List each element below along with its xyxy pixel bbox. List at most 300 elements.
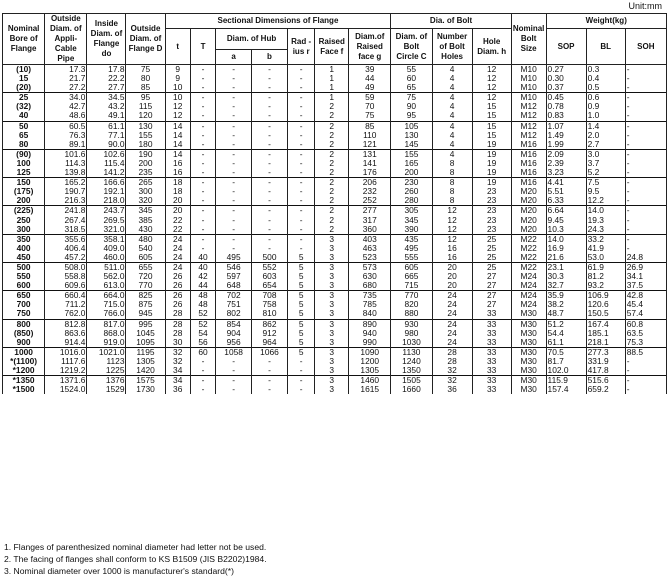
table-cell: 1376	[87, 376, 126, 386]
table-cell: M20	[511, 187, 546, 196]
table-cell: M20	[511, 206, 546, 216]
table-cell: 14.0	[546, 234, 586, 244]
header-nominal-bolt-size: Nominal Bolt Size	[511, 14, 546, 65]
table-cell: 0.3	[586, 65, 625, 75]
table-row	[3, 319, 667, 329]
table-cell: 1	[315, 93, 349, 103]
table-cell: 919.0	[87, 338, 126, 348]
table-cell: 33	[472, 385, 511, 394]
table-cell: 176	[349, 168, 391, 178]
table-cell: 28	[165, 329, 190, 338]
table-cell: 546	[216, 262, 252, 272]
table-cell: 862	[252, 319, 288, 329]
table-row	[3, 234, 667, 244]
table-cell: -	[252, 366, 288, 376]
table-cell: 12	[432, 234, 472, 244]
table-cell: -	[287, 140, 314, 150]
table-cell: -	[252, 149, 288, 159]
table-cell: 22.2	[87, 74, 126, 83]
table-cell: 24.8	[625, 253, 666, 263]
table-cell: 800	[3, 319, 45, 329]
table-cell: M22	[511, 244, 546, 253]
table-cell: 36	[432, 385, 472, 394]
table-cell: 1095	[126, 338, 165, 348]
table-cell: 460.0	[87, 253, 126, 263]
table-cell: 355.6	[45, 234, 87, 244]
table-cell: -	[287, 196, 314, 206]
table-cell: -	[216, 121, 252, 131]
table-cell: 120	[126, 111, 165, 121]
table-cell: 33	[472, 309, 511, 319]
table-cell: 463	[349, 244, 391, 253]
table-cell: 0.78	[546, 102, 586, 111]
table-cell: -	[190, 366, 215, 376]
table-cell: 48	[190, 291, 215, 301]
table-cell: 34.0	[45, 93, 87, 103]
table-cell: 90.0	[87, 140, 126, 150]
table-cell: 435	[391, 234, 432, 244]
table-cell: 450	[3, 253, 45, 263]
table-cell: 40	[190, 262, 215, 272]
table-cell: 817.0	[87, 319, 126, 329]
table-cell: 4	[432, 131, 472, 140]
table-row	[3, 244, 667, 253]
table-cell: 345	[391, 216, 432, 225]
table-cell: -	[190, 244, 215, 253]
table-cell: 192.1	[87, 187, 126, 196]
table-cell: -	[625, 206, 666, 216]
table-cell: 65	[3, 131, 45, 140]
table-cell: 3	[315, 329, 349, 338]
table-cell: -	[625, 102, 666, 111]
table-cell: 708	[252, 291, 288, 301]
header-b: b	[252, 49, 288, 65]
table-cell: M24	[511, 291, 546, 301]
table-cell: -	[625, 83, 666, 93]
table-cell: 54.4	[546, 329, 586, 338]
table-cell: 3	[315, 262, 349, 272]
table-cell: 85	[349, 121, 391, 131]
table-cell: 2	[315, 206, 349, 216]
table-cell: 121	[349, 140, 391, 150]
header-sectional-dimensions: Sectional Dimensions of Flange	[165, 14, 391, 29]
table-cell: -	[625, 225, 666, 235]
table-cell: 495	[216, 253, 252, 263]
table-cell: 70	[349, 102, 391, 111]
table-cell: 331.9	[586, 357, 625, 366]
table-cell: -	[252, 225, 288, 235]
table-cell: 562.0	[87, 272, 126, 281]
table-cell: 80	[3, 140, 45, 150]
table-cell: 55	[391, 65, 432, 75]
table-cell: -	[252, 187, 288, 196]
table-cell: 654	[252, 281, 288, 291]
table-cell: M16	[511, 149, 546, 159]
table-cell: 260	[391, 187, 432, 196]
table-cell: 23	[472, 206, 511, 216]
table-cell: 605	[126, 253, 165, 263]
table-row	[3, 93, 667, 103]
table-cell: 218.1	[586, 338, 625, 348]
table-cell: 167.4	[586, 319, 625, 329]
table-cell: 49	[349, 83, 391, 93]
table-cell: M12	[511, 131, 546, 140]
table-cell: 24	[432, 329, 472, 338]
header-raised-face-diam: Diam.of Raised face g	[349, 29, 391, 65]
table-cell: 250	[3, 216, 45, 225]
header-bl: BL	[586, 29, 625, 65]
table-cell: -	[216, 357, 252, 366]
table-cell: 7.5	[586, 178, 625, 188]
table-row	[3, 216, 667, 225]
table-cell: 60	[391, 74, 432, 83]
table-cell: 51.2	[546, 319, 586, 329]
table-cell: -	[190, 187, 215, 196]
table-cell: 200	[391, 168, 432, 178]
table-cell: 8	[432, 159, 472, 168]
table-cell: 33	[472, 357, 511, 366]
table-cell: 3	[315, 338, 349, 348]
table-cell: 25	[472, 253, 511, 263]
table-cell: 552	[252, 262, 288, 272]
table-cell: 1000	[3, 347, 45, 357]
table-cell: 1	[315, 83, 349, 93]
table-cell: 1305	[126, 357, 165, 366]
table-cell: 130	[391, 131, 432, 140]
table-cell: 665	[391, 272, 432, 281]
table-cell: 321.0	[87, 225, 126, 235]
table-cell: 430	[126, 225, 165, 235]
table-cell: 277.3	[586, 347, 625, 357]
table-cell: 1045	[126, 329, 165, 338]
table-cell: 110	[349, 131, 391, 140]
table-cell: 42.8	[625, 291, 666, 301]
table-cell: 20	[432, 272, 472, 281]
table-cell: -	[287, 111, 314, 121]
table-cell: 106.9	[586, 291, 625, 301]
table-cell: 80	[126, 74, 165, 83]
table-cell: 23	[472, 216, 511, 225]
table-cell: 14.0	[586, 206, 625, 216]
table-cell: 12	[472, 93, 511, 103]
table-cell: -	[190, 159, 215, 168]
table-cell: -	[216, 187, 252, 196]
table-cell: 19	[472, 149, 511, 159]
table-cell: 21.6	[546, 253, 586, 263]
table-cell: 23	[472, 225, 511, 235]
table-cell: 1030	[391, 338, 432, 348]
table-cell: 785	[349, 300, 391, 309]
table-cell: 3.7	[586, 159, 625, 168]
table-cell: 2	[315, 168, 349, 178]
table-cell: 12	[165, 111, 190, 121]
header-diam-of-hub: Diam. of Hub	[216, 29, 288, 50]
table-cell: 27	[472, 291, 511, 301]
table-cell: 345	[126, 206, 165, 216]
table-cell: 8	[432, 168, 472, 178]
table-cell: 1123	[87, 357, 126, 366]
table-cell: 12	[472, 83, 511, 93]
table-cell: 403	[349, 234, 391, 244]
table-cell: 914.4	[45, 338, 87, 348]
table-cell: 33.2	[586, 234, 625, 244]
table-cell: 57.4	[625, 309, 666, 319]
table-cell: 15	[472, 111, 511, 121]
table-cell: -	[252, 385, 288, 394]
table-cell: -	[190, 196, 215, 206]
table-cell: -	[252, 111, 288, 121]
table-cell: 3	[315, 385, 349, 394]
table-cell: 24	[165, 253, 190, 263]
table-cell: 350	[3, 234, 45, 244]
table-cell: -	[190, 168, 215, 178]
table-cell: 95	[391, 111, 432, 121]
table-cell: 3	[315, 281, 349, 291]
table-cell: 166.6	[87, 178, 126, 188]
table-cell: 457.2	[45, 253, 87, 263]
table-cell: 25	[472, 262, 511, 272]
footnotes	[4, 541, 267, 577]
table-cell: 10.3	[546, 225, 586, 235]
table-cell: 243.7	[87, 206, 126, 216]
table-cell: 515.6	[586, 376, 625, 386]
table-cell: 141.2	[87, 168, 126, 178]
table-cell: -	[216, 140, 252, 150]
table-cell: 34.1	[625, 272, 666, 281]
table-cell: 93.2	[586, 281, 625, 291]
header-soh: SOH	[625, 29, 666, 65]
table-cell: 715	[391, 281, 432, 291]
table-cell: 12	[165, 102, 190, 111]
table-cell: -	[252, 196, 288, 206]
table-cell: 33	[472, 338, 511, 348]
table-cell: 49.1	[87, 111, 126, 121]
table-cell: 4	[432, 65, 472, 75]
table-cell: 1200	[349, 357, 391, 366]
table-cell: -	[287, 376, 314, 386]
table-cell: -	[625, 244, 666, 253]
table-cell: 12.2	[586, 196, 625, 206]
table-cell: M16	[511, 140, 546, 150]
table-cell: 318.5	[45, 225, 87, 235]
table-cell: 650	[3, 291, 45, 301]
table-cell: 81.7	[546, 357, 586, 366]
table-cell: 613.0	[87, 281, 126, 291]
table-cell: 8	[432, 196, 472, 206]
table-cell: 32	[432, 366, 472, 376]
table-cell: 27	[472, 272, 511, 281]
table-cell: 2	[315, 121, 349, 131]
table-cell: 758	[252, 300, 288, 309]
table-cell: -	[252, 234, 288, 244]
table-cell: 664.0	[87, 291, 126, 301]
table-cell: 89.1	[45, 140, 87, 150]
table-cell: 81.2	[586, 272, 625, 281]
table-cell: -	[625, 168, 666, 178]
table-row	[3, 196, 667, 206]
table-cell: 0.6	[586, 93, 625, 103]
table-cell: 23	[472, 187, 511, 196]
table-cell: 100	[3, 159, 45, 168]
table-cell: 33	[472, 347, 511, 357]
table-cell: -	[252, 159, 288, 168]
table-cell: 1524.0	[45, 385, 87, 394]
table-cell: 1	[315, 74, 349, 83]
table-cell: 812.8	[45, 319, 87, 329]
table-cell: 24	[432, 338, 472, 348]
table-cell: 320	[126, 196, 165, 206]
table-cell: 4	[432, 74, 472, 83]
table-row	[3, 347, 667, 357]
table-cell: M20	[511, 225, 546, 235]
table-cell: 5	[287, 262, 314, 272]
table-cell: 24	[165, 244, 190, 253]
table-cell: 868.0	[87, 329, 126, 338]
table-cell: 59	[349, 93, 391, 103]
table-cell: 48.6	[45, 111, 87, 121]
table-cell: 3	[315, 291, 349, 301]
table-cell: 25	[3, 93, 45, 103]
table-cell: -	[625, 196, 666, 206]
table-cell: 120.6	[586, 300, 625, 309]
table-cell: 508.0	[45, 262, 87, 272]
table-cell: 2	[315, 131, 349, 140]
table-cell: -	[190, 178, 215, 188]
table-cell: 648	[216, 281, 252, 291]
table-cell: (90)	[3, 149, 45, 159]
table-cell: -	[625, 93, 666, 103]
table-cell: -	[216, 366, 252, 376]
table-cell: 41.9	[586, 244, 625, 253]
table-cell: -	[216, 216, 252, 225]
table-row	[3, 187, 667, 196]
table-cell: -	[190, 385, 215, 394]
table-cell: 24.3	[586, 225, 625, 235]
table-cell: 24	[165, 262, 190, 272]
table-cell: 751	[216, 300, 252, 309]
table-cell: -	[287, 385, 314, 394]
table-cell: 85	[126, 83, 165, 93]
table-row	[3, 178, 667, 188]
header-bolt-circle: Diam. of Bolt Circle C	[391, 29, 432, 65]
table-cell: 3	[315, 366, 349, 376]
flange-table-body	[3, 65, 667, 395]
table-cell: 12	[472, 65, 511, 75]
table-cell: M10	[511, 93, 546, 103]
table-cell: 190.7	[45, 187, 87, 196]
table-cell: 1371.6	[45, 376, 87, 386]
table-cell: 6.64	[546, 206, 586, 216]
table-cell: -	[216, 159, 252, 168]
table-cell: 2	[315, 216, 349, 225]
table-cell: 155	[126, 131, 165, 140]
table-cell: 16.9	[546, 244, 586, 253]
table-cell: 4	[432, 149, 472, 159]
table-cell: 2	[315, 140, 349, 150]
table-row	[3, 291, 667, 301]
table-cell: 26	[165, 281, 190, 291]
table-cell: 277	[349, 206, 391, 216]
table-cell: 400	[3, 244, 45, 253]
table-cell: 863.6	[45, 329, 87, 338]
table-cell: 1420	[126, 366, 165, 376]
table-cell: 1575	[126, 376, 165, 386]
table-cell: -	[625, 159, 666, 168]
table-row	[3, 121, 667, 131]
table-cell: 19	[472, 159, 511, 168]
table-cell: 27.7	[87, 83, 126, 93]
table-cell: -	[625, 140, 666, 150]
table-cell: 900	[3, 338, 45, 348]
table-cell: M30	[511, 319, 546, 329]
table-cell: -	[625, 178, 666, 188]
table-cell: 15	[472, 131, 511, 140]
table-cell: 45.4	[625, 300, 666, 309]
table-cell: 20	[165, 196, 190, 206]
table-cell: 12	[432, 216, 472, 225]
table-cell: 61.9	[586, 262, 625, 272]
table-cell: 33	[472, 319, 511, 329]
table-cell: 36	[165, 385, 190, 394]
table-cell: -	[287, 159, 314, 168]
table-cell: 33	[472, 376, 511, 386]
table-cell: 802	[216, 309, 252, 319]
table-cell: 2	[315, 111, 349, 121]
table-row	[3, 338, 667, 348]
table-cell: M16	[511, 178, 546, 188]
table-cell: -	[287, 149, 314, 159]
table-row	[3, 366, 667, 376]
table-cell: 630	[349, 272, 391, 281]
header-radius: Rad -ius r	[287, 29, 314, 65]
table-cell: 1240	[391, 357, 432, 366]
table-cell: M20	[511, 216, 546, 225]
table-row	[3, 281, 667, 291]
table-cell: 114.3	[45, 159, 87, 168]
table-cell: 1529	[87, 385, 126, 394]
table-cell: -	[216, 244, 252, 253]
table-cell: 16	[165, 168, 190, 178]
table-cell: 20	[165, 206, 190, 216]
table-row	[3, 376, 667, 386]
table-cell: 139.8	[45, 168, 87, 178]
table-cell: -	[625, 149, 666, 159]
table-cell: 26	[165, 300, 190, 309]
table-cell: 22	[165, 216, 190, 225]
table-cell: 820	[391, 300, 432, 309]
table-cell: -	[252, 74, 288, 83]
table-cell: -	[252, 131, 288, 140]
table-cell: 16	[165, 159, 190, 168]
table-cell: -	[625, 65, 666, 75]
table-cell: 1016.0	[45, 347, 87, 357]
table-cell: -	[190, 83, 215, 93]
table-cell: 500	[3, 262, 45, 272]
table-cell: 18	[165, 178, 190, 188]
table-cell: 3	[315, 234, 349, 244]
table-cell: (10)	[3, 65, 45, 75]
table-cell: 141	[349, 159, 391, 168]
table-cell: 8	[432, 178, 472, 188]
table-cell: 0.30	[546, 74, 586, 83]
table-cell: 8	[432, 187, 472, 196]
table-cell: 305	[391, 206, 432, 216]
table-cell: 4	[432, 93, 472, 103]
table-cell: -	[287, 234, 314, 244]
table-cell: 360	[349, 225, 391, 235]
table-cell: 17.8	[87, 65, 126, 75]
table-cell: M30	[511, 347, 546, 357]
